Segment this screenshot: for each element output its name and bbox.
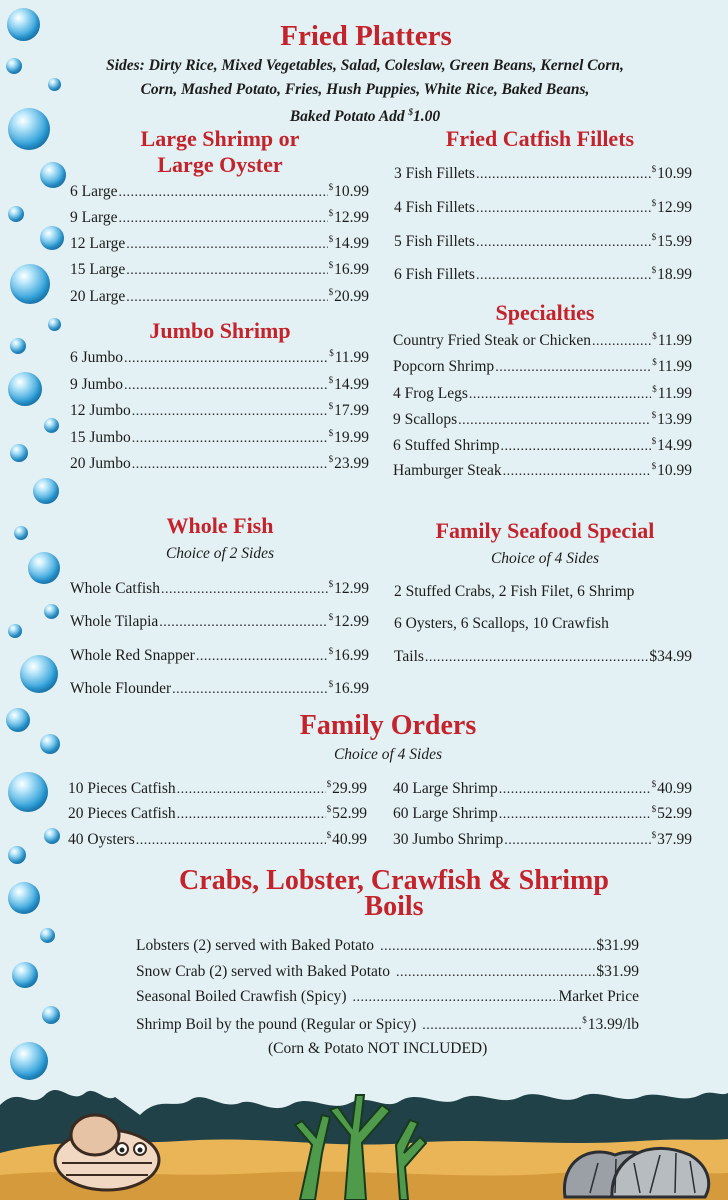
item-price [652, 384, 692, 403]
bubble-icon [48, 318, 61, 331]
large-shrimp-title [100, 126, 340, 178]
price-value: 52.99 [657, 805, 692, 822]
price-value: 12.99 [334, 580, 369, 597]
item-name: 6 Jumbo [70, 349, 123, 366]
item-price: Market Price [558, 988, 639, 1005]
bubble-icon [44, 828, 60, 844]
currency-symbol: $ [408, 107, 414, 117]
price-value: 40.99 [332, 831, 367, 848]
item-price [652, 804, 692, 823]
leader-dots [124, 349, 328, 367]
price-value: 52.99 [332, 805, 367, 822]
item-price [652, 779, 692, 798]
menu-item [70, 208, 369, 227]
menu-item [393, 331, 692, 350]
item-name: 6 Fish Fillets [394, 266, 475, 283]
currency-symbol: $ [329, 348, 334, 358]
item-price [327, 779, 367, 798]
menu-item [68, 804, 367, 823]
menu-item [70, 234, 369, 253]
leader-dots [504, 831, 650, 849]
item-price [652, 164, 692, 183]
bubble-icon [42, 1006, 60, 1024]
item-name: 12 Large [70, 235, 126, 252]
menu-item [393, 357, 692, 376]
item-name: 20 Jumbo [70, 455, 131, 472]
currency-symbol: $ [582, 1015, 587, 1025]
item-name: 60 Large Shrimp [393, 805, 498, 822]
leader-dots [495, 358, 651, 376]
item-price [582, 1015, 639, 1034]
price-value: 12.99 [657, 199, 692, 216]
item-name: Hamburger Steak [393, 462, 502, 479]
leader-dots [476, 266, 651, 284]
price-value: 11.99 [657, 332, 692, 349]
bubble-icon [10, 264, 50, 304]
item-name: 5 Fish Fillets [394, 233, 475, 250]
currency-symbol: $ [651, 804, 657, 814]
leader-dots [425, 648, 648, 666]
price-value: 11.99 [657, 385, 692, 402]
menu-item [70, 348, 369, 367]
item-name: 9 Jumbo [70, 376, 123, 393]
currency-symbol: $ [651, 265, 657, 275]
boils-title [134, 865, 654, 922]
leader-dots [118, 183, 327, 201]
currency-symbol: $ [651, 410, 657, 420]
sides-list [40, 54, 690, 129]
price-value: 16.99 [334, 680, 369, 697]
currency-symbol: $ [651, 436, 657, 446]
item-price: $31.99 [596, 963, 639, 980]
leader-dots [132, 402, 328, 420]
family-special-title: Family Seafood Special [435, 518, 655, 543]
item-price [652, 232, 692, 251]
price-value: 16.99 [334, 261, 369, 278]
item-name: Whole Catfish [70, 580, 160, 597]
catfish-fillets-title: Fried Catfish Fillets [445, 126, 635, 151]
item-price [329, 234, 369, 253]
currency-symbol: $ [652, 331, 657, 341]
title-line: Crabs, Lobster, Crawfish & Shrimp [179, 865, 609, 896]
bubble-icon [10, 444, 28, 462]
item-name: 15 Large [70, 261, 126, 278]
item-name: Popcorn Shrimp [393, 358, 495, 375]
menu-item [136, 988, 639, 1006]
bubble-icon [7, 8, 40, 41]
leader-dots [422, 1016, 581, 1034]
menu-item [393, 410, 692, 429]
item-price [329, 375, 369, 394]
currency-symbol: $ [651, 198, 657, 208]
title-line: Large Shrimp or [140, 126, 300, 151]
specialties-title: Specialties [495, 300, 595, 325]
item-price [329, 612, 369, 631]
currency-symbol: $ [328, 401, 334, 411]
currency-symbol: $ [652, 357, 657, 367]
menu-item [394, 265, 692, 284]
seabed-illustration [0, 1075, 728, 1200]
currency-symbol: $ [328, 612, 334, 622]
whole-fish-title: Whole Fish [166, 513, 274, 538]
bubbles-decoration [0, 0, 70, 1090]
bubble-icon [40, 928, 55, 943]
price-value: 14.99 [657, 437, 692, 454]
menu-item [70, 679, 369, 698]
bubble-icon [40, 226, 64, 250]
leader-dots [124, 376, 328, 394]
price-value: 10.99 [334, 183, 369, 200]
price-value: 16.99 [334, 647, 369, 664]
leader-dots [118, 209, 327, 227]
price-value: 23.99 [334, 455, 369, 472]
currency-symbol: $ [328, 646, 334, 656]
menu-item [393, 779, 692, 798]
bubble-icon [28, 552, 60, 584]
leader-dots [172, 680, 327, 698]
menu-item [393, 384, 692, 403]
bubble-icon [8, 206, 24, 222]
leader-dots [126, 235, 327, 253]
item-price [329, 646, 369, 665]
leader-dots [476, 233, 651, 251]
leader-dots [380, 937, 595, 955]
jumbo-shrimp-title: Jumbo Shrimp [149, 318, 291, 343]
bubble-icon [8, 624, 22, 638]
price-value: 11.99 [334, 349, 369, 366]
item-name: 9 Scallops [393, 411, 458, 428]
item-name: 3 Fish Fillets [394, 165, 475, 182]
item-name: Snow Crab (2) served with Baked Potato [136, 963, 390, 980]
family-orders-title: Family Orders [299, 710, 477, 741]
leader-dots [126, 261, 327, 279]
leader-dots [132, 429, 328, 447]
item-price [329, 454, 369, 473]
menu-item [70, 612, 369, 631]
item-price [652, 436, 692, 455]
price-value: 18.99 [657, 266, 692, 283]
item-price [327, 830, 367, 849]
item-name: 9 Large [70, 209, 118, 226]
bubble-icon [8, 372, 42, 406]
price-value: 10.99 [657, 462, 692, 479]
price-value: 37.99 [657, 831, 692, 848]
boils-note: (Corn & Potato NOT INCLUDED) [268, 1040, 488, 1057]
item-price [329, 208, 369, 227]
item-name: 20 Pieces Catfish [68, 805, 176, 822]
price-value: 13.99/lb [587, 1016, 639, 1033]
item-name: 20 Large [70, 288, 126, 305]
menu-item [136, 1015, 639, 1034]
whole-fish-subtitle: Choice of 2 Sides [165, 545, 275, 562]
menu-item [68, 779, 367, 798]
menu-item [70, 287, 369, 306]
item-name: Lobsters (2) served with Baked Potato [136, 937, 375, 954]
leader-dots [177, 805, 326, 823]
item-price [652, 830, 692, 849]
price-value: 10.99 [657, 165, 692, 182]
menu-item [394, 164, 692, 183]
leader-dots [476, 165, 651, 183]
menu-item [393, 436, 692, 455]
currency-symbol: $ [652, 384, 657, 394]
item-price [329, 287, 369, 306]
item-name: Whole Red Snapper [70, 647, 195, 664]
leader-dots [592, 332, 651, 350]
currency-symbol: $ [328, 287, 334, 297]
price-value: 40.99 [657, 780, 692, 797]
leader-dots [126, 288, 327, 306]
item-price [652, 198, 692, 217]
price-value: 11.99 [657, 358, 692, 375]
currency-symbol: $ [328, 182, 334, 192]
menu-item [70, 646, 369, 665]
item-name: Seasonal Boiled Crawfish (Spicy) [136, 988, 347, 1005]
leader-dots [159, 613, 327, 631]
item-price [652, 331, 692, 350]
item-name: 40 Large Shrimp [393, 780, 498, 797]
sides-line: Corn, Mashed Potato, Fries, Hush Puppies, White Rice, Baked Beans, [140, 80, 590, 98]
title-line: Large Oyster [157, 152, 283, 177]
bubble-icon [33, 478, 59, 504]
item-name: 15 Jumbo [70, 429, 131, 446]
menu-item [394, 232, 692, 251]
leader-dots [132, 455, 328, 473]
item-price [329, 182, 369, 201]
currency-symbol: $ [328, 208, 334, 218]
price-value: 14.99 [334, 376, 369, 393]
menu-item [70, 182, 369, 201]
price-value: 17.99 [334, 402, 369, 419]
currency-symbol: $ [328, 375, 334, 385]
item-price: $34.99 [649, 648, 692, 665]
price-value: 19.99 [334, 429, 369, 446]
item-name: Country Fried Steak or Chicken [393, 332, 592, 349]
currency-symbol: $ [328, 679, 334, 689]
price-value: 13.99 [657, 411, 692, 428]
currency-symbol: $ [328, 234, 334, 244]
item-name: 4 Fish Fillets [394, 199, 475, 216]
item-price [329, 401, 369, 420]
price-value: 29.99 [332, 780, 367, 797]
item-price [329, 579, 369, 598]
item-name: 6 Stuffed Shrimp [393, 437, 500, 454]
menu-item [136, 963, 639, 981]
leader-dots [177, 780, 326, 798]
menu-item [70, 579, 369, 598]
baked-potato-price: 1.00 [413, 108, 441, 126]
menu-item [394, 198, 692, 217]
leader-dots [501, 437, 651, 455]
item-name: 6 Large [70, 183, 118, 200]
family-special-price-row [394, 648, 692, 666]
item-name: 40 Oysters [68, 831, 135, 848]
item-price [327, 804, 367, 823]
item-price [652, 357, 692, 376]
family-special-line: 2 Stuffed Crabs, 2 Fish Filet, 6 Shrimp [394, 583, 635, 600]
family-special-line: 6 Oysters, 6 Scallops, 10 Crawfish [394, 615, 609, 632]
sides-baked-potato: Baked Potato Add [289, 108, 409, 126]
price-value: 14.99 [334, 235, 369, 252]
item-price [329, 428, 369, 447]
item-price [652, 461, 692, 480]
item-name: Shrimp Boil by the pound (Regular or Spicy) [136, 1016, 417, 1033]
item-price [329, 348, 369, 367]
leader-dots [396, 963, 595, 981]
item-name: 30 Jumbo Shrimp [393, 831, 504, 848]
leader-dots [196, 647, 328, 665]
page-title: Fried Platters [280, 20, 452, 52]
bubble-icon [6, 58, 22, 74]
currency-symbol: $ [326, 779, 332, 789]
bubble-icon [12, 962, 38, 988]
leader-dots [499, 805, 651, 823]
leader-dots [499, 780, 651, 798]
bubble-icon [8, 882, 40, 914]
bubble-icon [40, 162, 66, 188]
menu-item [70, 401, 369, 420]
leader-dots [161, 580, 328, 598]
family-orders-subtitle: Choice of 4 Sides [333, 746, 443, 763]
bubble-icon [8, 772, 48, 812]
menu-item [68, 830, 367, 849]
price-value: 15.99 [657, 233, 692, 250]
leader-dots [476, 199, 651, 217]
bubble-icon [6, 708, 30, 732]
item-name: 10 Pieces Catfish [68, 780, 176, 797]
bubble-icon [10, 338, 26, 354]
currency-symbol: $ [651, 779, 657, 789]
item-price [329, 260, 369, 279]
leader-dots [136, 831, 326, 849]
leader-dots [458, 411, 650, 429]
item-name: 4 Frog Legs [393, 385, 468, 402]
currency-symbol: $ [328, 579, 334, 589]
sides-line: Sides: Dirty Rice, Mixed Vegetables, Salad, Coleslaw, Green Beans, Kernel Corn, [106, 57, 624, 74]
currency-symbol: $ [328, 260, 334, 270]
menu-item [393, 461, 692, 480]
bubble-icon [40, 734, 60, 754]
currency-symbol: $ [651, 164, 657, 174]
menu-item [70, 260, 369, 279]
sides-line [40, 101, 690, 129]
clam-icon [564, 1148, 708, 1197]
item-price [329, 679, 369, 698]
menu-item [70, 428, 369, 447]
currency-symbol: $ [328, 428, 334, 438]
title-line: Boils [364, 891, 424, 922]
currency-symbol: $ [651, 232, 657, 242]
item-price [652, 410, 692, 429]
leader-dots [353, 988, 558, 1006]
bubble-icon [44, 418, 59, 433]
price-value: 20.99 [334, 288, 369, 305]
bubble-icon [8, 846, 26, 864]
family-special-subtitle: Choice of 4 Sides [490, 550, 600, 567]
menu-item [70, 454, 369, 473]
item-name: 12 Jumbo [70, 402, 131, 419]
leader-dots [503, 462, 651, 480]
price-value: 12.99 [334, 209, 369, 226]
currency-symbol: $ [326, 830, 332, 840]
menu-item [70, 375, 369, 394]
item-price: $31.99 [596, 937, 639, 954]
leader-dots [469, 385, 651, 403]
bubble-icon [44, 604, 59, 619]
currency-symbol: $ [328, 454, 334, 464]
item-price [652, 265, 692, 284]
bubble-icon [14, 526, 28, 540]
menu-item [136, 937, 639, 955]
item-name: Whole Flounder [70, 680, 172, 697]
menu-item [393, 804, 692, 823]
bubble-icon [20, 655, 58, 693]
menu-item [393, 830, 692, 849]
currency-symbol: $ [326, 804, 332, 814]
item-name: Tails [394, 648, 424, 665]
item-name: Whole Tilapia [70, 613, 159, 630]
currency-symbol: $ [651, 461, 657, 471]
currency-symbol: $ [651, 830, 657, 840]
price-value: 12.99 [334, 613, 369, 630]
